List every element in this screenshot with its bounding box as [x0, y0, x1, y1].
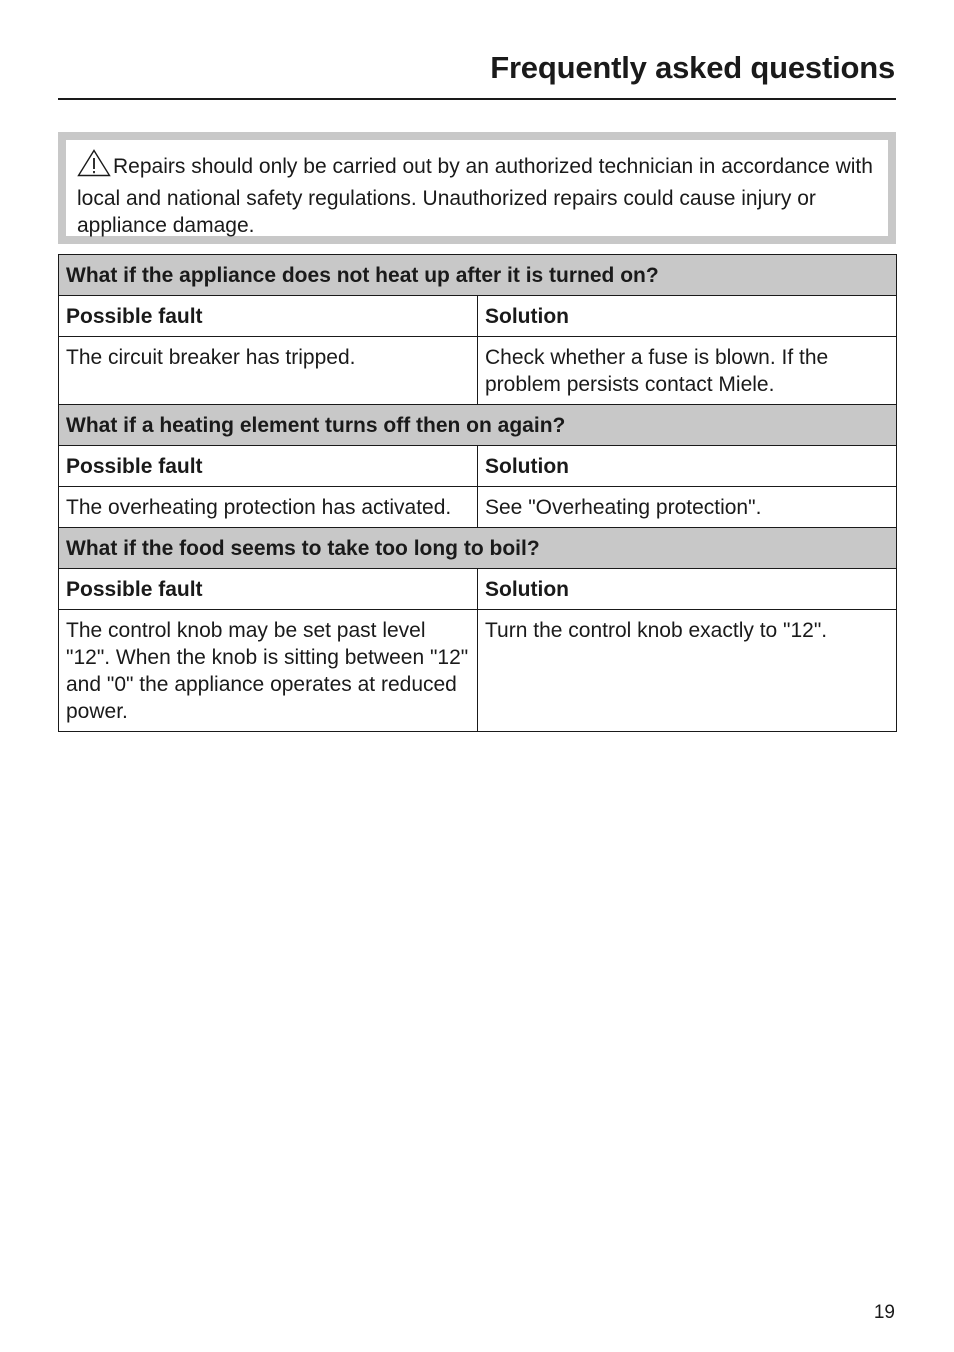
fault-cell: The control knob may be set past level "12". When the knob is sitting between "12" and "0" the appliance operates at reduced power. — [59, 610, 478, 732]
fault-cell: The overheating protection has activated. — [59, 487, 478, 528]
faq-question: What if the appliance does not heat up after it is turned on? — [59, 255, 897, 296]
fault-cell: The circuit breaker has tripped. — [59, 337, 478, 405]
title-divider — [58, 98, 896, 100]
faq-answer-row — [59, 610, 897, 732]
warning-triangle-icon — [77, 149, 111, 185]
faq-question-row — [59, 405, 897, 446]
faq-header-row — [59, 296, 897, 337]
solution-cell: Check whether a fuse is blown. If the problem persists contact Miele. — [478, 337, 897, 405]
faq-answer-row — [59, 337, 897, 405]
faq-header-row — [59, 446, 897, 487]
faq-question: What if the food seems to take too long to boil? — [59, 528, 897, 569]
solution-column-header: Solution — [478, 296, 897, 337]
faq-header-row — [59, 569, 897, 610]
solution-column-header: Solution — [478, 446, 897, 487]
faq-answer-row — [59, 487, 897, 528]
warning-box — [58, 132, 896, 244]
solution-cell: See "Overheating protection". — [478, 487, 897, 528]
warning-text: Repairs should only be carried out by an authorized technician in accordance with local and national safety regulations. Unauthorized repairs could cause injury or appliance damage. — [77, 155, 873, 237]
fault-column-header: Possible fault — [59, 296, 478, 337]
fault-column-header: Possible fault — [59, 569, 478, 610]
warning-content — [66, 140, 888, 236]
page-title: Frequently asked questions — [490, 50, 895, 85]
solution-cell: Turn the control knob exactly to "12". — [478, 610, 897, 732]
faq-question-row — [59, 528, 897, 569]
faq-table — [58, 254, 897, 732]
faq-question: What if a heating element turns off then on again? — [59, 405, 897, 446]
solution-column-header: Solution — [478, 569, 897, 610]
fault-column-header: Possible fault — [59, 446, 478, 487]
faq-question-row — [59, 255, 897, 296]
page-number: 19 — [873, 1302, 895, 1323]
